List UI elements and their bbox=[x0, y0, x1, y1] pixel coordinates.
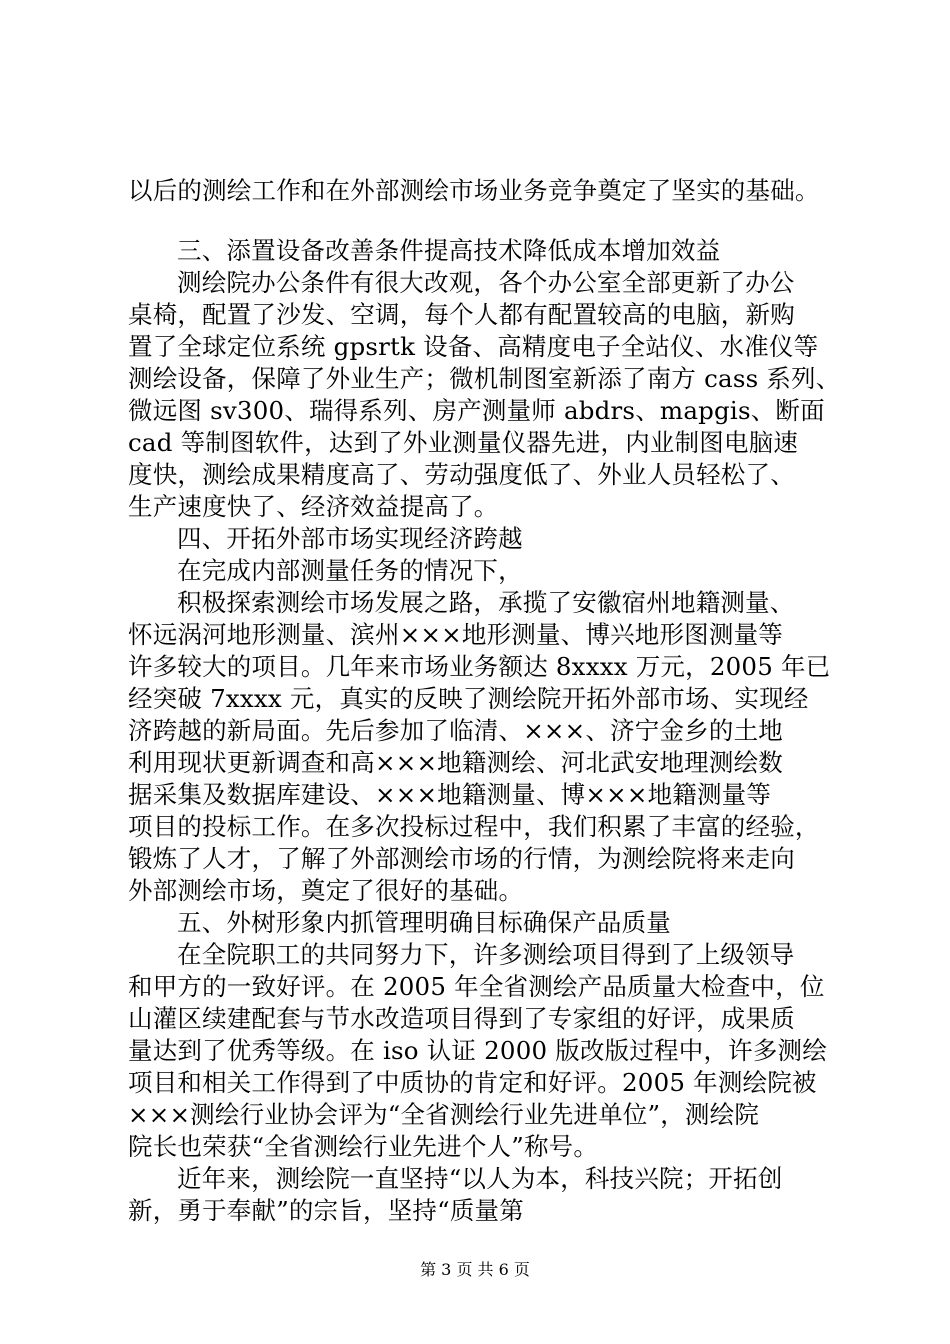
section-heading: 三、添置设备改善条件提高技术降低成本增加效益 bbox=[177, 236, 721, 265]
body-text-line: 生产速度快了、经济效益提高了。 bbox=[128, 492, 499, 521]
body-text-line: 怀远涡河地形测量、滨州×××地形测量、博兴地形图测量等 bbox=[128, 620, 783, 649]
body-text-line: 济跨越的新局面。先后参加了临清、×××、济宁金乡的土地 bbox=[128, 716, 783, 745]
body-text-line: 微远图 sv300、瑞得系列、房产测量师 abdrs、mapgis、断面 bbox=[128, 396, 825, 425]
body-text-line: 经突破 7xxxx 元，真实的反映了测绘院开拓外部市场、实现经 bbox=[128, 684, 809, 713]
body-text-line: 桌椅，配置了沙发、空调，每个人都有配置较高的电脑，新购 bbox=[128, 300, 795, 329]
body-text-line: 锻炼了人才，了解了外部测绘市场的行情，为测绘院将来走向 bbox=[128, 844, 795, 873]
body-text-line: 量达到了优秀等级。在 iso 认证 2000 版改版过程中，许多测绘 bbox=[128, 1036, 827, 1065]
body-text-line: 积极探索测绘市场发展之路，承揽了安徽宿州地籍测量、 bbox=[177, 588, 795, 617]
body-text-line: 利用现状更新调查和高×××地籍测绘、河北武安地理测绘数 bbox=[128, 748, 783, 777]
body-text-line: 在全院职工的共同努力下，许多测绘项目得到了上级领导 bbox=[177, 940, 795, 969]
body-text-line: 以后的测绘工作和在外部测绘市场业务竞争奠定了坚实的基础。 bbox=[128, 176, 820, 205]
section-heading: 四、开拓外部市场实现经济跨越 bbox=[177, 524, 523, 553]
body-text-line: 项目和相关工作得到了中质协的肯定和好评。2005 年测绘院被 bbox=[128, 1068, 817, 1097]
body-text-line: 据采集及数据库建设、×××地籍测量、博×××地籍测量等 bbox=[128, 780, 772, 809]
body-text-line: 度快，测绘成果精度高了、劳动强度低了、外业人员轻松了、 bbox=[128, 460, 795, 489]
body-text-line: 院长也荣获“全省测绘行业先进个人”称号。 bbox=[128, 1132, 599, 1161]
body-text-line: cad 等制图软件，达到了外业测量仪器先进，内业制图电脑速 bbox=[128, 428, 799, 457]
body-text-line: 许多较大的项目。几年来市场业务额达 8xxxx 万元，2005 年已 bbox=[128, 652, 831, 681]
body-text-line: 测绘院办公条件有很大改观，各个办公室全部更新了办公 bbox=[177, 268, 795, 297]
body-text-line: 新，勇于奉献”的宗旨，坚持“质量第 bbox=[128, 1196, 524, 1225]
body-text-line: 在完成内部测量任务的情况下， bbox=[177, 556, 523, 585]
body-text-line: 和甲方的一致好评。在 2005 年全省测绘产品质量大检查中，位 bbox=[128, 972, 825, 1001]
body-text-line: 测绘设备，保障了外业生产；微机制图室新添了南方 cass 系列、 bbox=[128, 364, 841, 393]
body-text-line: 近年来，测绘院一直坚持“以人为本，科技兴院；开拓创 bbox=[177, 1164, 783, 1193]
body-text-line: 置了全球定位系统 gpsrtk 设备、高精度电子全站仪、水准仪等 bbox=[128, 332, 819, 361]
page-number-footer: 第 3 页 共 6 页 bbox=[420, 1260, 530, 1279]
body-text-line: 外部测绘市场，奠定了很好的基础。 bbox=[128, 876, 524, 905]
section-heading: 五、外树形象内抓管理明确目标确保产品质量 bbox=[177, 908, 671, 937]
body-text-line: 项目的投标工作。在多次投标过程中，我们积累了丰富的经验， bbox=[128, 812, 820, 841]
body-text-line: 山灌区续建配套与节水改造项目得到了专家组的好评，成果质 bbox=[128, 1004, 795, 1033]
body-text-line: ×××测绘行业协会评为“全省测绘行业先进单位”，测绘院 bbox=[128, 1100, 760, 1129]
